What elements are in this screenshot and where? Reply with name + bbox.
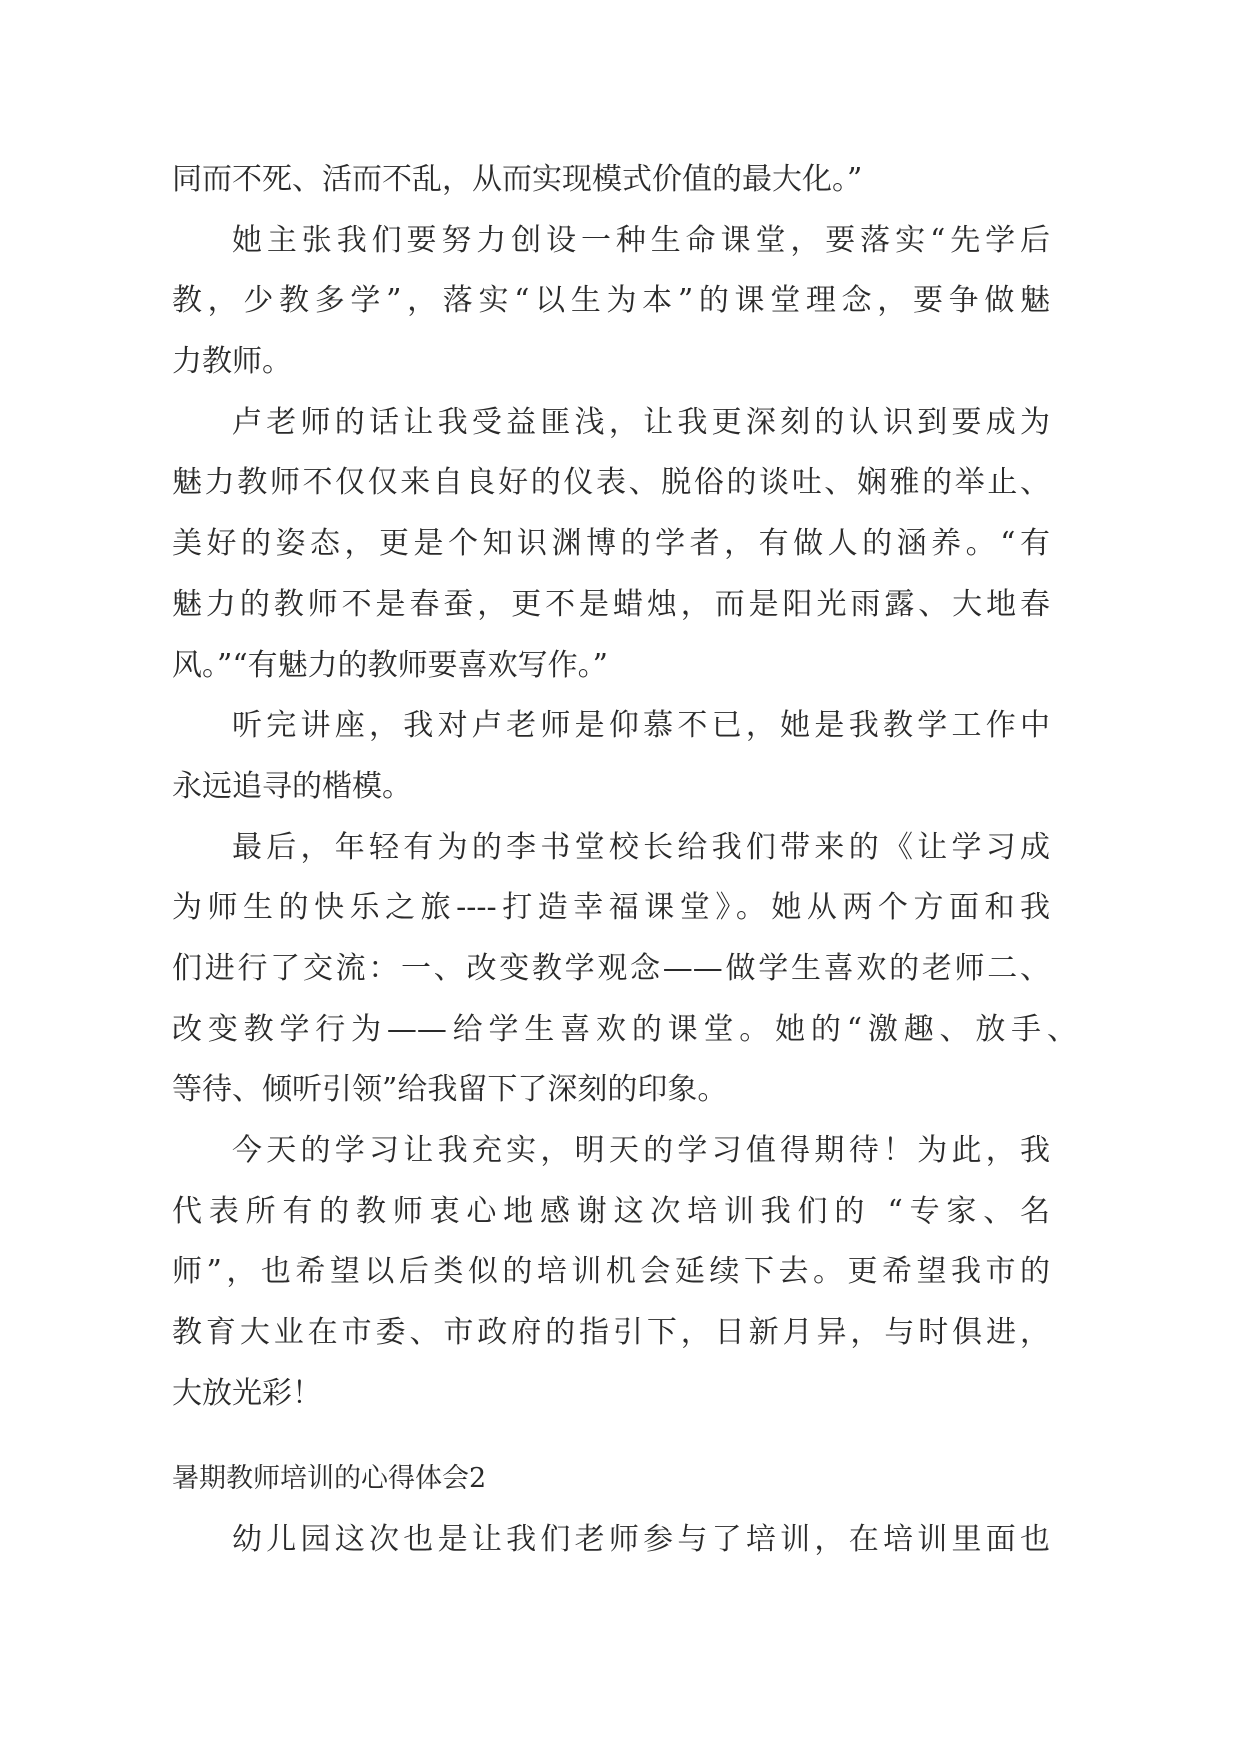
paragraph <box>172 150 1077 211</box>
text-line: 教，少教多学”，落实“以生为本”的课堂理念，要争做魅 <box>172 283 1050 319</box>
paragraph <box>172 211 1077 393</box>
text-line: 教育大业在市委、市政府的指引下，日新月异，与时俱进， <box>172 1315 1050 1351</box>
paragraph <box>172 818 1077 1121</box>
paragraph <box>172 696 1077 817</box>
text-line: 永远追寻的楷模。 <box>172 768 412 804</box>
text-line: 大放光彩！ <box>172 1375 322 1411</box>
paragraph <box>172 1510 1077 1571</box>
text-line: 改变教学行为——给学生喜欢的课堂。她的“激趣、放手、 <box>172 1011 1077 1047</box>
document-body <box>172 150 1077 1571</box>
paragraph <box>172 393 1077 696</box>
text-line: 等待、倾听引领”给我留下了深刻的印象。 <box>172 1072 728 1108</box>
text-line: 风。”“有魅力的教师要喜欢写作。” <box>172 647 609 683</box>
text-line: 卢老师的话让我受益匪浅，让我更深刻的认识到要成为 <box>232 404 1050 440</box>
text-line: 魅力教师不仅仅来自良好的仪表、脱俗的谈吐、娴雅的举止、 <box>172 465 1050 501</box>
text-line: 同而不死、活而不乱，从而实现模式价值的最大化。” <box>172 162 863 197</box>
text-line: 今天的学习让我充实，明天的学习值得期待！为此，我 <box>232 1133 1050 1168</box>
text-line: 们进行了交流：一、改变教学观念——做学生喜欢的老师二、 <box>172 950 1050 986</box>
text-line: 魅力的教师不是春蚕，更不是蜡烛，而是阳光雨露、大地春 <box>172 586 1050 622</box>
text-line: 为师生的快乐之旅----打造幸福课堂》。她从两个方面和我 <box>172 890 1050 926</box>
text-line: 听完讲座，我对卢老师是仰慕不已，她是我教学工作中 <box>232 708 1050 744</box>
text-line: 最后，年轻有为的李书堂校长给我们带来的《让学习成 <box>232 829 1050 865</box>
paragraph <box>172 1121 1077 1424</box>
text-line: 师”，也希望以后类似的培训机会延续下去。更希望我市的 <box>172 1254 1050 1290</box>
text-line: 她主张我们要努力创设一种生命课堂，要落实“先学后 <box>232 222 1050 258</box>
text-line: 美好的姿态，更是个知识渊博的学者，有做人的涵养。“有 <box>172 526 1050 562</box>
text-line: 幼儿园这次也是让我们老师参与了培训，在培训里面也 <box>232 1522 1050 1558</box>
text-line: 代表所有的教师衷心地感谢这次培训我们的 “专家、名 <box>172 1193 1050 1229</box>
section-heading: 暑期教师培训的心得体会2 <box>172 1463 487 1495</box>
text-line: 力教师。 <box>172 344 292 380</box>
